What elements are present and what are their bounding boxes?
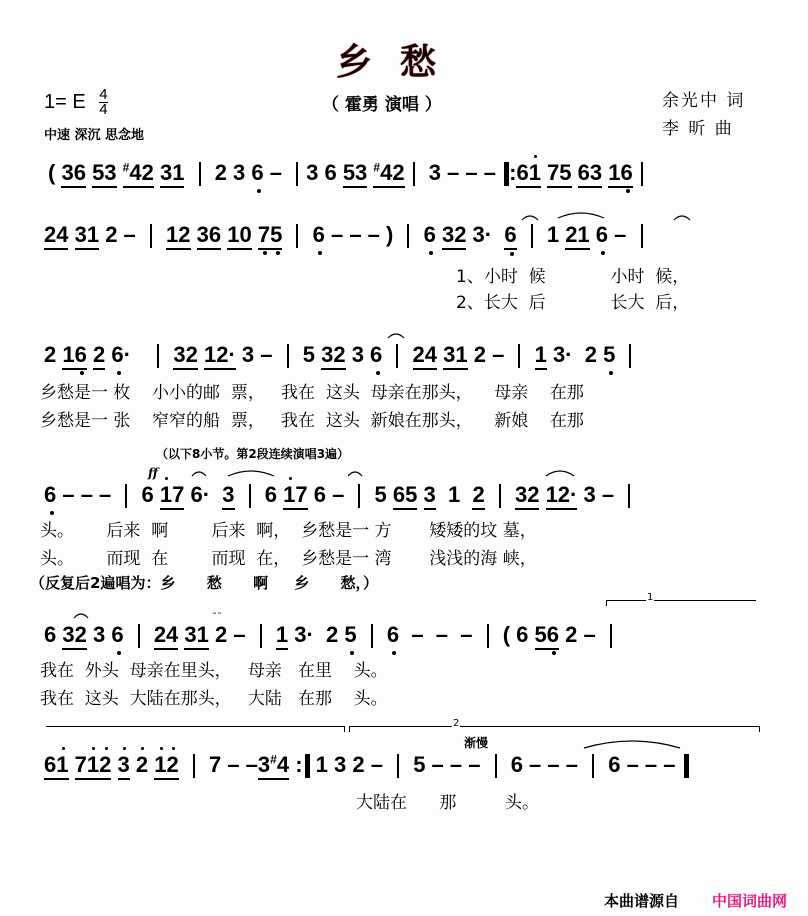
lyric-line-4-verse-1: 头。 后来 啊 后来 啊， 乡愁是一 方 矮矮的坟 墓， — [40, 521, 537, 541]
volta-1-end-edge — [344, 726, 345, 732]
barline — [499, 484, 501, 508]
barline — [296, 162, 298, 186]
volta-2-number: 2 — [453, 718, 460, 729]
barline — [592, 754, 594, 778]
volta-2-bracket-end — [759, 726, 760, 732]
lyric-line-3-verse-1: 乡愁是一 枚 小小的邮 票， 我在 这头 母亲在那头， 母亲 在那 — [40, 383, 584, 403]
lyric-line-2-verse-1: 1、小时 候 小时 候， — [456, 267, 690, 287]
slur-icon — [544, 468, 576, 478]
repeat-end — [305, 754, 310, 778]
barline — [641, 162, 643, 186]
tempo-ritardando: 渐慢 — [464, 736, 489, 750]
volta-2-bracket — [349, 726, 759, 727]
score-line-3: 2 16 2 6· 32 12· 3 – 5 32 3 6 24 31 2 – 1 3· 2 5 — [44, 342, 639, 368]
barline — [629, 344, 631, 368]
slur-icon — [226, 468, 276, 478]
barline — [199, 162, 201, 186]
volta-1-number: 1 — [647, 592, 654, 603]
lyric-line-5-verse-2: 我在 这头 大陆在那头， 大陆 在那 头。 — [40, 689, 388, 709]
lyric-line-2-verse-2: 2、长大 后 长大 后， — [456, 293, 690, 313]
repeat-lyric-note: （反复后2遍唱为：乡 愁 啊 乡 愁，） — [30, 574, 379, 592]
slur-icon — [72, 610, 90, 620]
score-line-1: ( 36 53 #42 31 2 3 6 – 3 6 53 #42 3 – – – :61 75 63 16 — [48, 160, 651, 186]
barline — [397, 754, 399, 778]
barline — [413, 162, 415, 186]
barline — [495, 754, 497, 778]
composer: 李 昕 曲 — [662, 119, 734, 139]
performance-note: （以下8小节。第2段连续演唱3遍） — [156, 447, 350, 461]
ornament-mordent-icon: ˜˜ — [212, 612, 222, 623]
barline — [193, 754, 195, 778]
slur-icon — [672, 212, 692, 222]
slur-icon — [346, 468, 364, 478]
barline — [260, 624, 262, 648]
slur-icon — [556, 210, 606, 220]
source-label: 本曲谱源自 — [604, 892, 680, 910]
score-line-5: 6 32 3 6 24 31 2 – 1 3· 2 5 6 – – – ( 6 56 2 – — [44, 622, 620, 648]
barline — [531, 224, 533, 248]
score-line-6: 61 712 3 2 12 7 – –3#4 : 1 3 2 – 5 – – – 6 – – – 6 – – – — [44, 752, 689, 778]
time-signature: $\frac{4}{4}$ — [99, 86, 108, 118]
barline — [296, 224, 298, 248]
slur-icon — [520, 212, 540, 222]
slur-icon — [190, 468, 208, 478]
key-label: 1= E — [44, 90, 86, 113]
barline — [249, 484, 251, 508]
barline — [358, 484, 360, 508]
barline — [641, 224, 643, 248]
tie-icon — [582, 738, 682, 750]
lyric-line-5-verse-1: 我在 外头 母亲在里头， 母亲 在里 头。 — [40, 661, 388, 681]
performer: （ 霍勇 演唱 ） — [322, 95, 442, 115]
barline — [157, 344, 159, 368]
barline — [518, 344, 520, 368]
volta-1-bracket-edge — [606, 600, 607, 606]
site-name-link[interactable]: 中国词曲网 — [712, 892, 788, 910]
barline — [407, 224, 409, 248]
barline — [150, 224, 152, 248]
song-title: 乡愁 — [336, 42, 465, 83]
slur-icon — [386, 330, 406, 340]
tempo-marking: 中速 深沉 思念地 — [44, 128, 145, 143]
volta-1-continuation — [46, 726, 344, 727]
volta-2-bracket-start — [349, 726, 350, 732]
barline — [610, 624, 612, 648]
barline — [287, 344, 289, 368]
barline — [487, 624, 489, 648]
lyric-line-4-verse-2: 头。 而现 在 而现 在， 乡愁是一 湾 浅浅的海 峡， — [40, 549, 537, 569]
score-line-2: 24 31 2 – 12 36 10 75 6 – – – ) 6 32 3· 6 1 21 6 – — [44, 222, 651, 248]
barline — [138, 624, 140, 648]
score-line-4: 6 – – – 6 17 6· 3 6 17 6 – 5 65 3 1 2 32 12· 3 – — [44, 482, 638, 508]
barline — [628, 484, 630, 508]
lyric-line-3-verse-2: 乡愁是一 张 窄窄的船 票， 我在 这头 新娘在那头， 新娘 在那 — [40, 411, 584, 431]
final-barline — [684, 754, 689, 778]
barline — [396, 344, 398, 368]
dynamic-ff: ff — [148, 466, 158, 480]
key-signature — [44, 88, 108, 117]
barline — [125, 484, 127, 508]
volta-1-bracket — [606, 600, 756, 601]
lyric-line-6: 大陆在 那 头。 — [356, 793, 540, 813]
barline — [371, 624, 373, 648]
lyricist: 余光中 词 — [662, 91, 746, 111]
